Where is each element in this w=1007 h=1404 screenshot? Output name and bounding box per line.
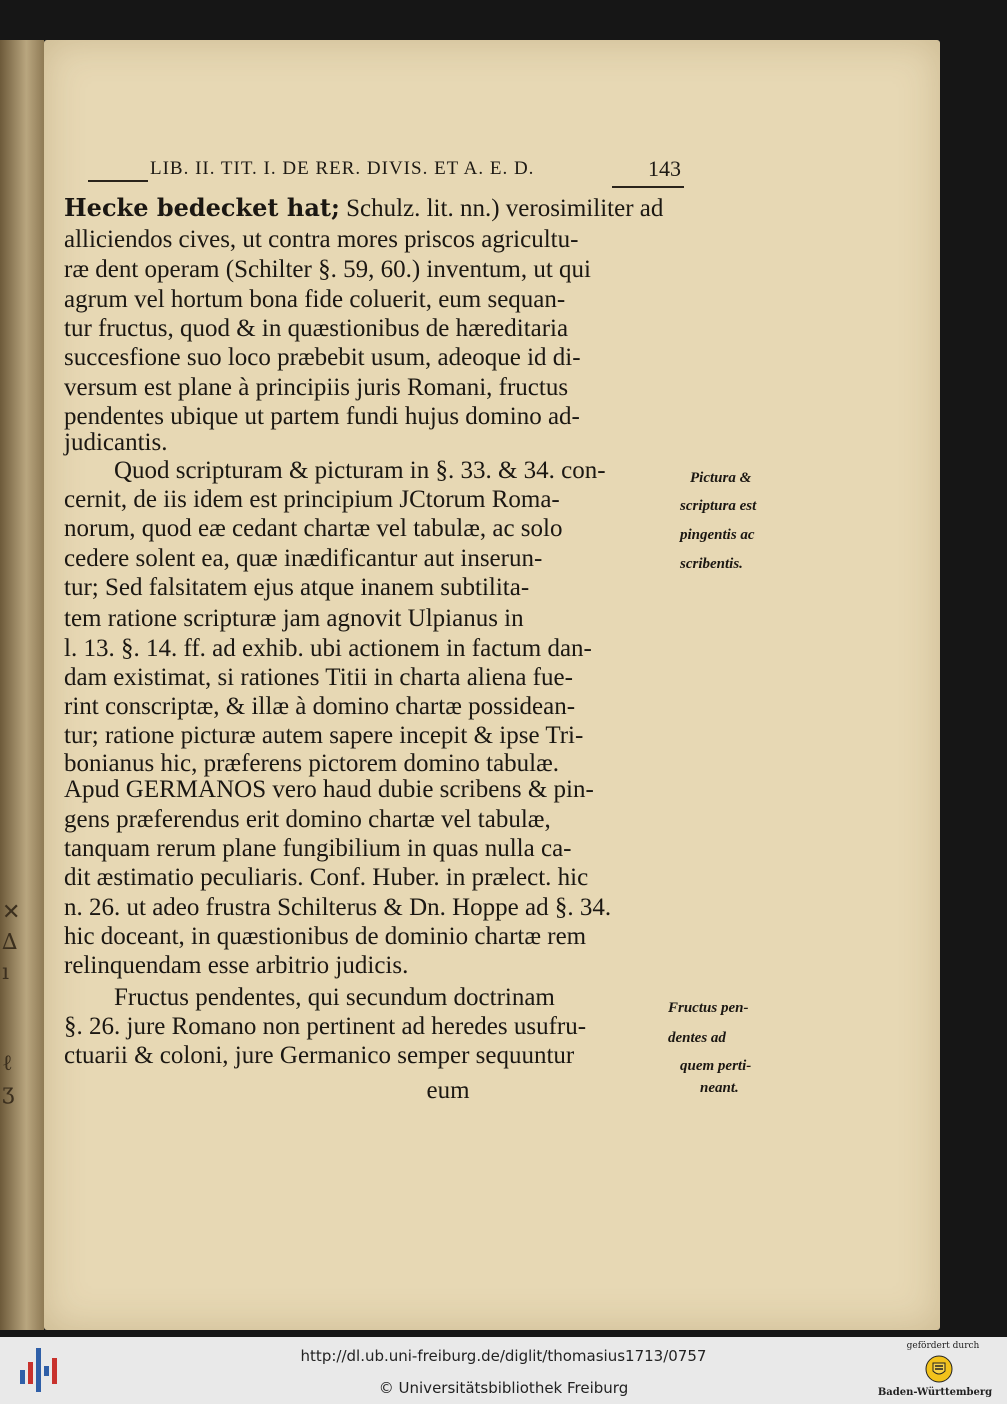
header-rule-left [88,180,148,182]
logo-bar [44,1366,49,1376]
copyright-text: © Universitätsbibliothek Freiburg [378,1379,629,1397]
spine-glyph: ʒ [2,1080,15,1105]
text-line: Fructus pendentes, qui secundum doctrinam [64,984,555,1011]
text-line: §. 26. jure Romano non pertinent ad heredes usufru- [64,1013,587,1040]
text-line: relinquendam esse arbitrio judicis. [64,952,409,979]
sponsor-label: gefördert durch [906,1341,980,1351]
book-spine [0,40,44,1330]
text-line: tur; ratione picturæ autem sapere incepit & ipse Tri- [64,722,584,749]
text-line: judicantis. [64,429,168,456]
spine-glyph: ∆ [2,930,18,955]
running-head: LIB. II. TIT. I. DE RER. DIVIS. ET A. E. D. [150,158,535,179]
viewer-footer [0,1337,1007,1404]
text-line: cedere solent ea, quæ inædificantur aut inserun- [64,545,543,572]
margin-note: pingentis ac [680,527,755,543]
blackletter-phrase: Hecke bedecket hat; [64,193,340,222]
text-line: tur; Sed falsitatem ejus atque inanem subtilita- [64,574,530,601]
text-line: tem ratione scripturæ jam agnovit Ulpianus in [64,605,524,632]
margin-note: Fructus pen- [668,1000,749,1016]
margin-note: dentes ad [668,1030,726,1046]
text-line: versum est plane à principiis juris Romani, fructus [64,374,569,401]
text-line: ræ dent operam (Schilter §. 59, 60.) inventum, ut qui [64,256,591,283]
text-line: cernit, de iis idem est principium JCtorum Roma- [64,486,560,513]
text-line: l. 13. §. 14. ff. ad exhib. ubi actionem in factum dan- [64,635,592,662]
spine-glyph: ✕ [2,900,21,925]
text-line: rint conscriptæ, & illæ à domino chartæ possidean- [64,693,576,720]
text-line: tanquam rerum plane fungibilium in quas nulla ca- [64,835,572,862]
margin-note: neant. [700,1080,739,1096]
catchword: eum [64,1077,470,1104]
text-line: bonianus hic, præferens pictorem domino tabulæ. [64,750,560,777]
text-line [64,193,663,224]
spine-glyph: ı [2,960,10,985]
text-line: succesfione suo loco præbebit usum, adeoque id di- [64,344,581,371]
text-line: norum, quod eæ cedant chartæ vel tabulæ, ac solo [64,515,563,542]
text-line: Apud GERMANOS vero haud dubie scribens & pin- [64,776,594,803]
text-line: dit æstimatio peculiaris. Conf. Huber. in prælect. hic [64,864,589,891]
text-line: dam existimat, si rationes Titii in charta aliena fue- [64,664,573,691]
text-line: agrum vel hortum bona fide coluerit, eum sequan- [64,286,566,313]
header-rule-right [612,186,684,188]
baden-wuerttemberg-crest-icon [925,1355,953,1383]
text-line: gens præferendus erit domino chartæ vel tabulæ, [64,806,551,833]
sponsor-name: Baden-Württemberg [877,1387,993,1398]
spine-glyph: ℓ [2,1051,13,1076]
text-line: n. 26. ut adeo frustra Schilterus & Dn. Hoppe ad §. 34. [64,894,612,921]
margin-note: scriptura est [680,498,757,514]
margin-note: Pictura & [690,470,752,486]
page-number: 143 [648,156,681,181]
margin-note: scribentis. [680,556,743,572]
line-text: Schulz. lit. nn.) verosimiliter ad [339,195,664,222]
text-line: Quod scripturam & picturam in §. 33. & 34. con- [64,457,606,484]
text-line: alliciendos cives, ut contra mores priscos agricultu- [64,226,579,253]
margin-note: quem perti- [680,1058,752,1074]
text-line: ctuarii & coloni, jure Germanico semper sequuntur [64,1042,575,1069]
text-line: hic doceant, in quæstionibus de dominio chartæ rem [64,923,587,950]
text-line: tur fructus, quod & in quæstionibus de hæreditaria [64,315,569,342]
text-line: pendentes ubique ut partem fundi hujus domino ad- [64,403,580,430]
permalink-url[interactable]: http://dl.ub.uni-freiburg.de/diglit/thomasius1713/0757 [300,1347,707,1365]
